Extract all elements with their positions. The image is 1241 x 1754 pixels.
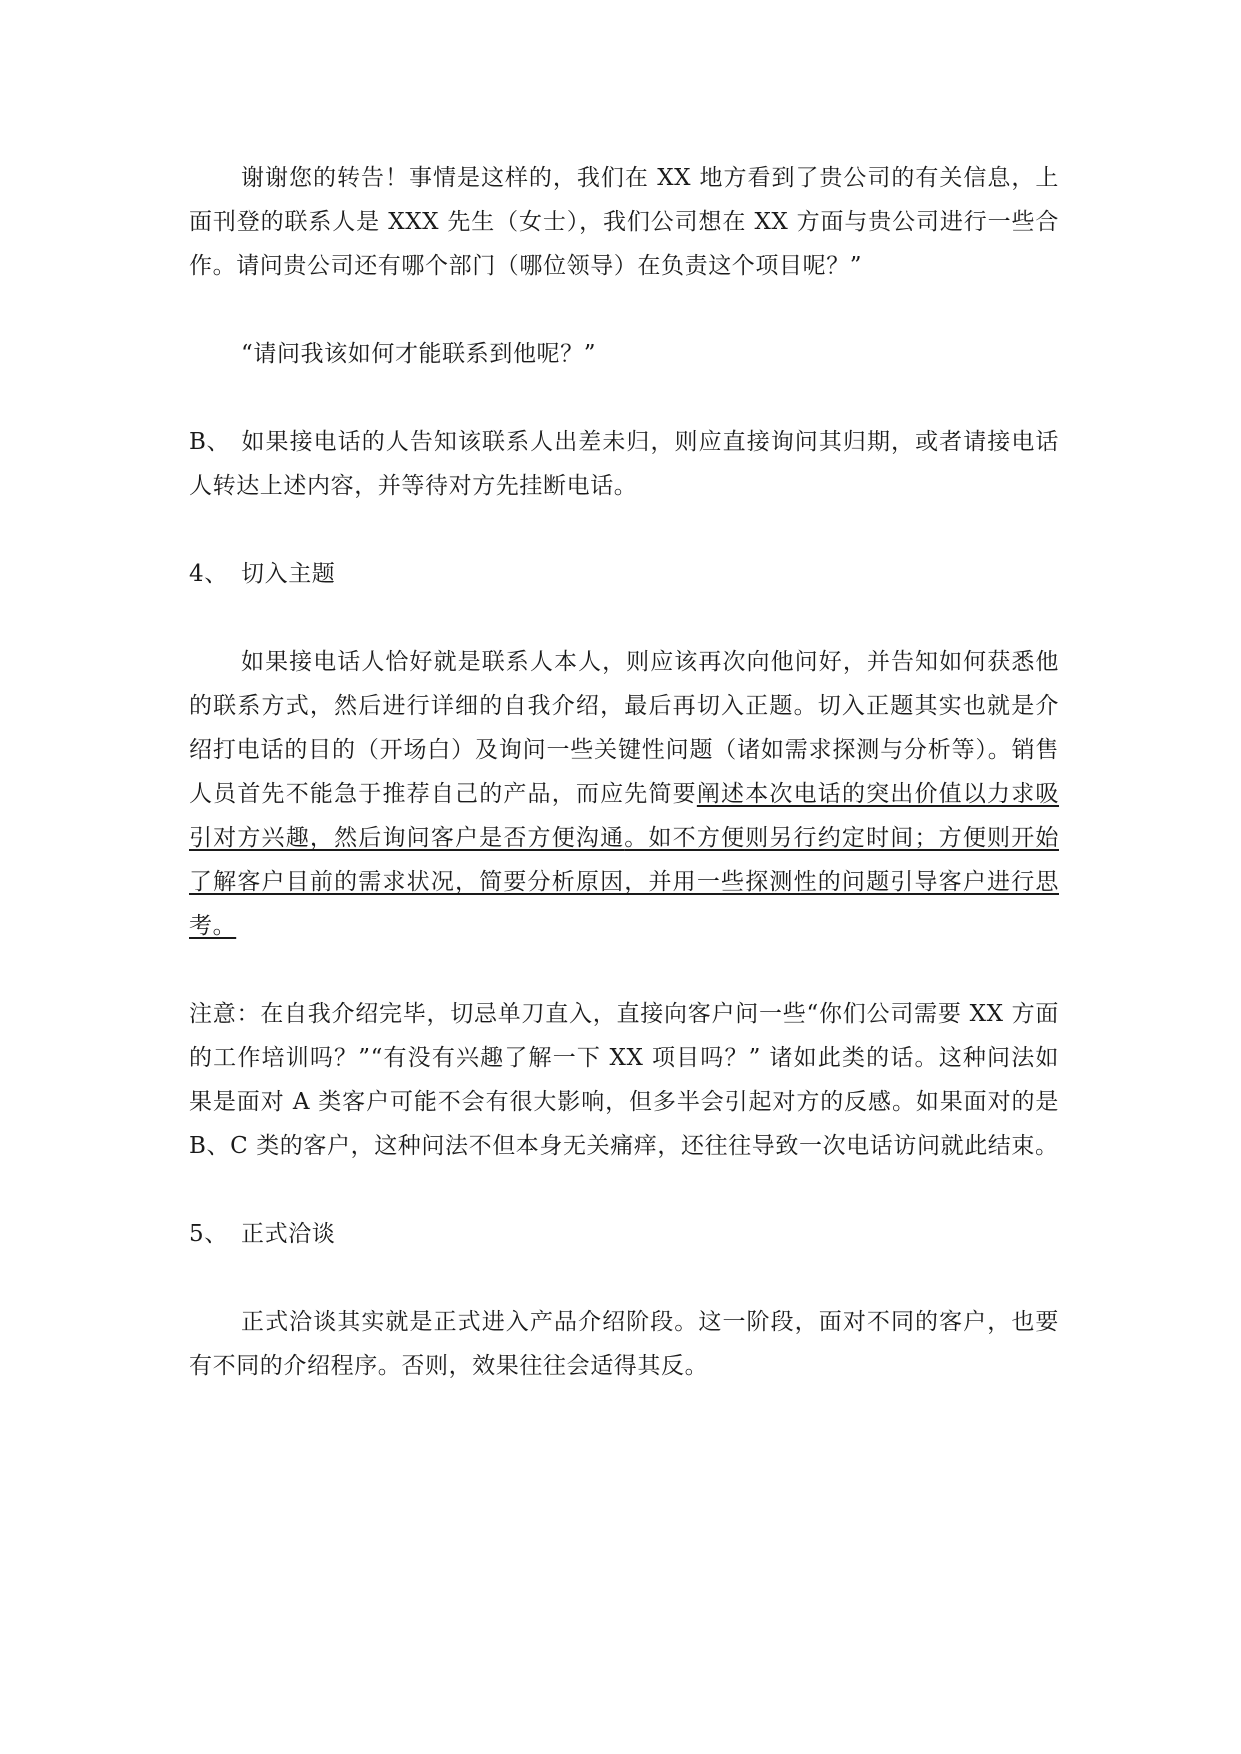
paragraph-point-b xyxy=(189,420,1059,508)
point-b-text: 如果接电话的人告知该联系人出差未归，则应直接询问其归期，或者请接电话人转达上述内容，并等待对方先挂断电话。 xyxy=(189,429,1059,499)
paragraph-contact-question: “请问我该如何才能联系到他呢？” xyxy=(241,341,597,367)
section-5-number: 5、 xyxy=(189,1221,228,1247)
underlined-continuation: 。如不方便则另行约定时间；方便则开始了解客户目前的需求状况，简要分析原因，并用一些探测性的问题引导客户进行思考。 xyxy=(189,825,1059,939)
section-4-title: 切入主题 xyxy=(241,561,336,587)
point-b-label: B、 xyxy=(189,429,231,455)
section-5-title: 正式洽谈 xyxy=(241,1221,336,1247)
paragraph-formal-negotiation: 正式洽谈其实就是正式进入产品介绍阶段。这一阶段，面对不同的客户，也要有不同的介绍程序。否则，效果往往会适得其反。 xyxy=(189,1309,1059,1379)
enter-topic-text: 如果接电话人恰好就是联系人本人，则应该再次向他问好，并告知如何获悉他的联系方式，然后进行详细的自我介绍，最后再切入正题。切入正题其实也就是介绍打电话的目的（开场白）及询问一些关键性问题（诸如需求探测与分析等）。销售人员首先不能急于推荐自己的产品，而应先简要 xyxy=(189,649,1059,807)
spacer xyxy=(189,948,1059,992)
spacer xyxy=(189,376,1059,420)
paragraph-enter-topic xyxy=(189,640,1059,948)
underlined-phrase: 阐述本次电话的突出价值以力求吸引对方兴趣，然后询问客户是否方便沟通 xyxy=(189,781,1060,851)
spacer xyxy=(189,596,1059,640)
section-heading-5 xyxy=(189,1212,1059,1256)
paragraph-reply-script: 谢谢您的转告！事情是这样的，我们在 XX 地方看到了贵公司的有关信息，上面刊登的联系人是 XXX 先生（女士），我们公司想在 XX 方面与贵公司进行一些合作。请问贵公司还有哪个部门（哪位领导）在负责这个项目呢？” xyxy=(189,165,1059,279)
spacer xyxy=(189,508,1059,552)
paragraph-note: 注意：在自我介绍完毕，切忌单刀直入，直接向客户问一些“你们公司需要 XX 方面的工作培训吗？”“有没有兴趣了解一下 XX 项目吗？” 诸如此类的话。这种问法如果是面对 A 类客户可能不会有很大影响，但多半会引起对方的反感。如果面对的是 B、C 类的客户，这种问法不但本身无关痛痒，还往往导致一次电话访问就此结束。 xyxy=(189,1001,1059,1159)
spacer xyxy=(189,288,1059,332)
section-heading-4 xyxy=(189,552,1059,596)
document-page xyxy=(189,156,1059,1388)
section-4-number: 4、 xyxy=(189,561,228,587)
spacer xyxy=(189,1168,1059,1212)
spacer xyxy=(189,1256,1059,1300)
